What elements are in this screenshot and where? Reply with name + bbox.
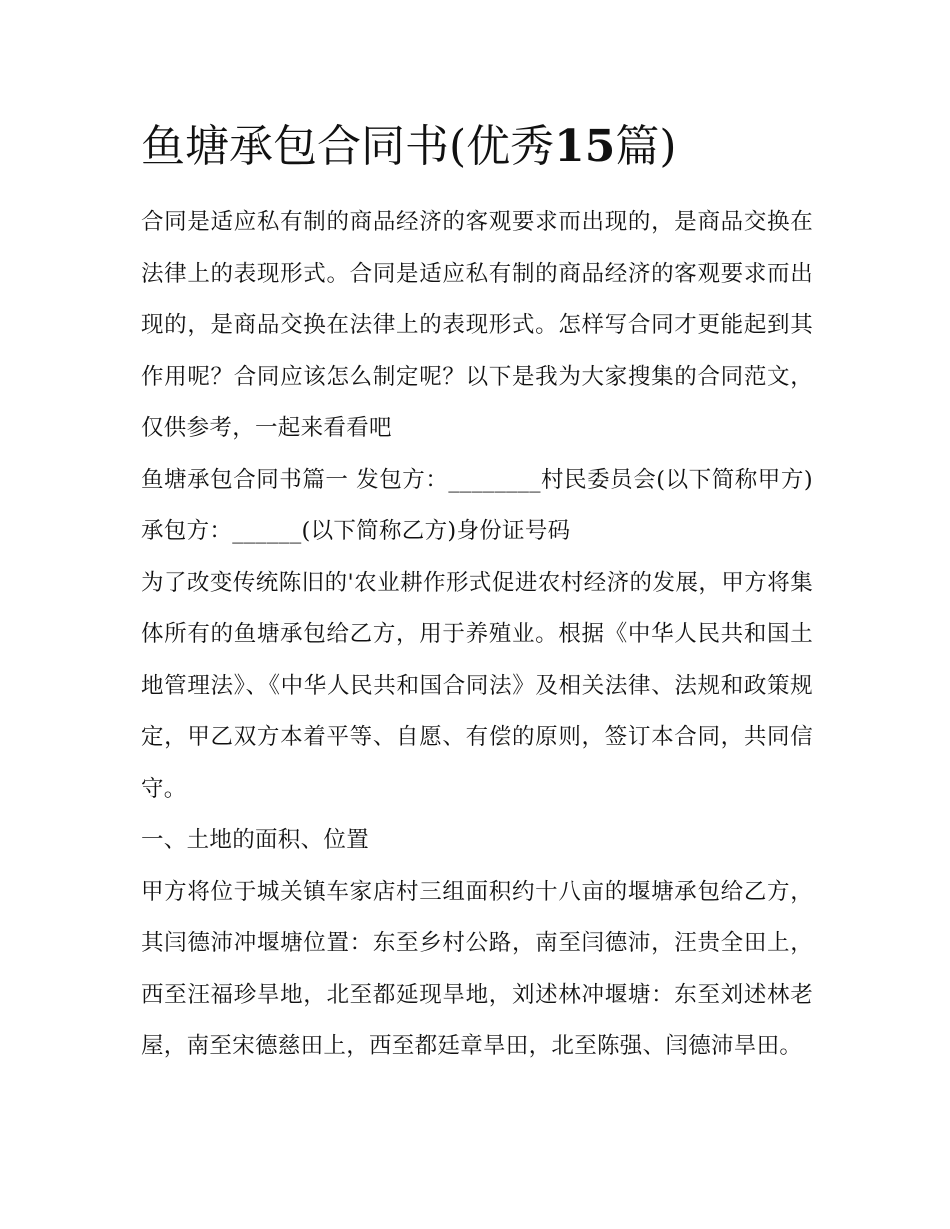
title-number: 15 (554, 121, 616, 172)
section-heading: 一、土地的面积、位置 (141, 827, 370, 853)
intro-paragraph: 合同是适应私有制的商品经济的客观要求而出现的，是商品交换在法律上的表现形式。合同是适应私有制的商品经济的客观要求而出现的，是商品交换在法律上的表现形式。怎样写合同才更能起到其作用呢？合同应该怎么制定呢？以下是我为大家搜集的合同范文，仅供参考，一起来看看吧 (141, 209, 813, 441)
purpose-paragraph: 为了改变传统陈旧的'农业耕作形式促进农村经济的发展，甲方将集体所有的鱼塘承包给乙方，用于养殖业。根据《中华人民共和国土地管理法》、《中华人民共和国合同法》及相关法律、法规和政策规定，甲乙双方本着平等、自愿、有偿的原则，签订本合同，共同信守。 (141, 569, 813, 802)
title-end: 篇) (615, 121, 677, 172)
document-body (141, 197, 813, 1073)
document-title (141, 116, 677, 178)
location-paragraph: 甲方将位于城关镇车家店村三组面积约十八亩的堰塘承包给乙方，其闫德沛冲堰塘位置：东至乡村公路，南至闫德沛，汪贵全田上，西至汪福珍旱地，北至都延现旱地，刘述林冲堰塘：东至刘述林老屋，南至宋德慈田上，西至都廷章旱田，北至陈强、闫德沛旱田。 (141, 878, 813, 1059)
parties-paragraph: 鱼塘承包合同书篇一 发包方：________村民委员会(以下简称甲方) 承包方：______(以下简称乙方)身份证号码 (141, 466, 813, 544)
title-main: 鱼塘承包合同书(优秀 (141, 121, 555, 172)
